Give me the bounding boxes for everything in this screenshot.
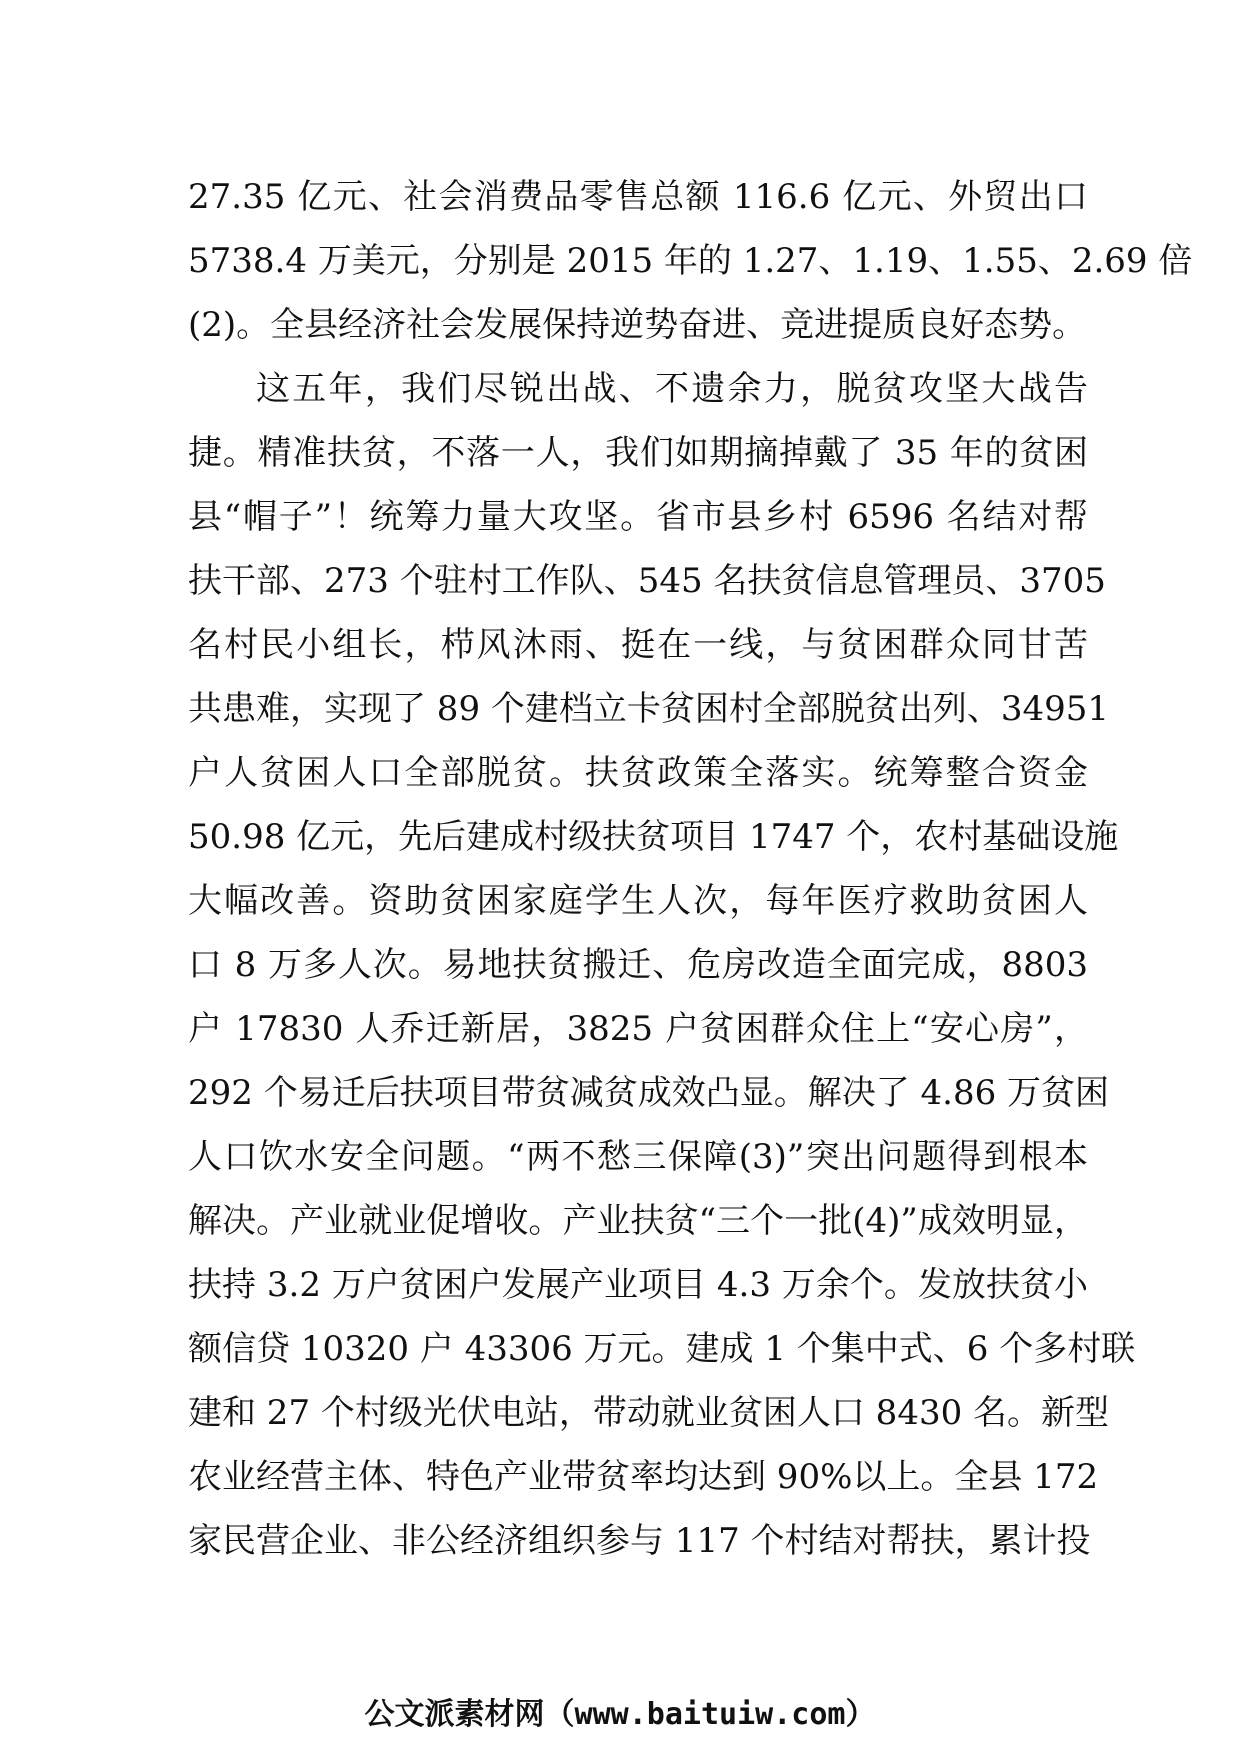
- text-line: 大幅改善。资助贫困家庭学生人次，每年医疗救助贫困人: [188, 881, 1088, 921]
- text-line: 建和 27 个村级光伏电站，带动就业贫困人口 8430 名。新型: [188, 1393, 1110, 1433]
- text-line: 户 17830 人乔迁新居，3825 户贫困群众住上“安心房”，: [188, 1009, 1088, 1049]
- text-line: 292 个易迁后扶项目带贫减贫成效凸显。解决了 4.86 万贫困: [188, 1073, 1110, 1113]
- text-line: 名村民小组长，栉风沐雨、挺在一线，与贫困群众同甘苦: [188, 625, 1088, 665]
- text-line: 共患难，实现了 89 个建档立卡贫困村全部脱贫出列、34951: [188, 689, 1110, 729]
- footer-watermark-text: 公文派素材网（www.baituiw.com）: [364, 1697, 876, 1732]
- body-text: [188, 165, 1193, 1573]
- text-line: 27.35 亿元、社会消费品零售总额 116.6 亿元、外贸出口: [188, 177, 1088, 217]
- text-line: 额信贷 10320 户 43306 万元。建成 1 个集中式、6 个多村联: [188, 1329, 1136, 1369]
- text-line: 50.98 亿元，先后建成村级扶贫项目 1747 个，农村基础设施: [188, 817, 1119, 857]
- text-line: 家民营企业、非公经济组织参与 117 个村结对帮扶，累计投: [188, 1521, 1091, 1561]
- text-line: 县“帽子”！统筹力量大攻坚。省市县乡村 6596 名结对帮: [188, 497, 1088, 537]
- text-line: 农业经营主体、特色产业带贫率均达到 90%以上。全县 172: [188, 1457, 1099, 1497]
- text-line: 5738.4 万美元，分别是 2015 年的 1.27、1.19、1.55、2.69 倍: [188, 241, 1193, 281]
- text-line: 人口饮水安全问题。“两不愁三保障(3)”突出问题得到根本: [188, 1137, 1088, 1177]
- paragraph-first-line: 这五年，我们尽锐出战、不遗余力，脱贫攻坚大战告: [256, 369, 1088, 409]
- text-line: (2)。全县经济社会发展保持逆势奋进、竞进提质良好态势。: [188, 305, 1087, 345]
- text-line: 捷。精准扶贫，不落一人，我们如期摘掉戴了 35 年的贫困: [188, 433, 1088, 473]
- text-line: 扶持 3.2 万户贫困户发展产业项目 4.3 万余个。发放扶贫小: [188, 1265, 1088, 1305]
- text-line: 户人贫困人口全部脱贫。扶贫政策全落实。统筹整合资金: [188, 753, 1088, 793]
- text-line: 扶干部、273 个驻村工作队、545 名扶贫信息管理员、3705: [188, 561, 1106, 601]
- text-line: 解决。产业就业促增收。产业扶贫“三个一批(4)”成效明显，: [188, 1201, 1088, 1241]
- text-line: 口 8 万多人次。易地扶贫搬迁、危房改造全面完成，8803: [188, 945, 1088, 985]
